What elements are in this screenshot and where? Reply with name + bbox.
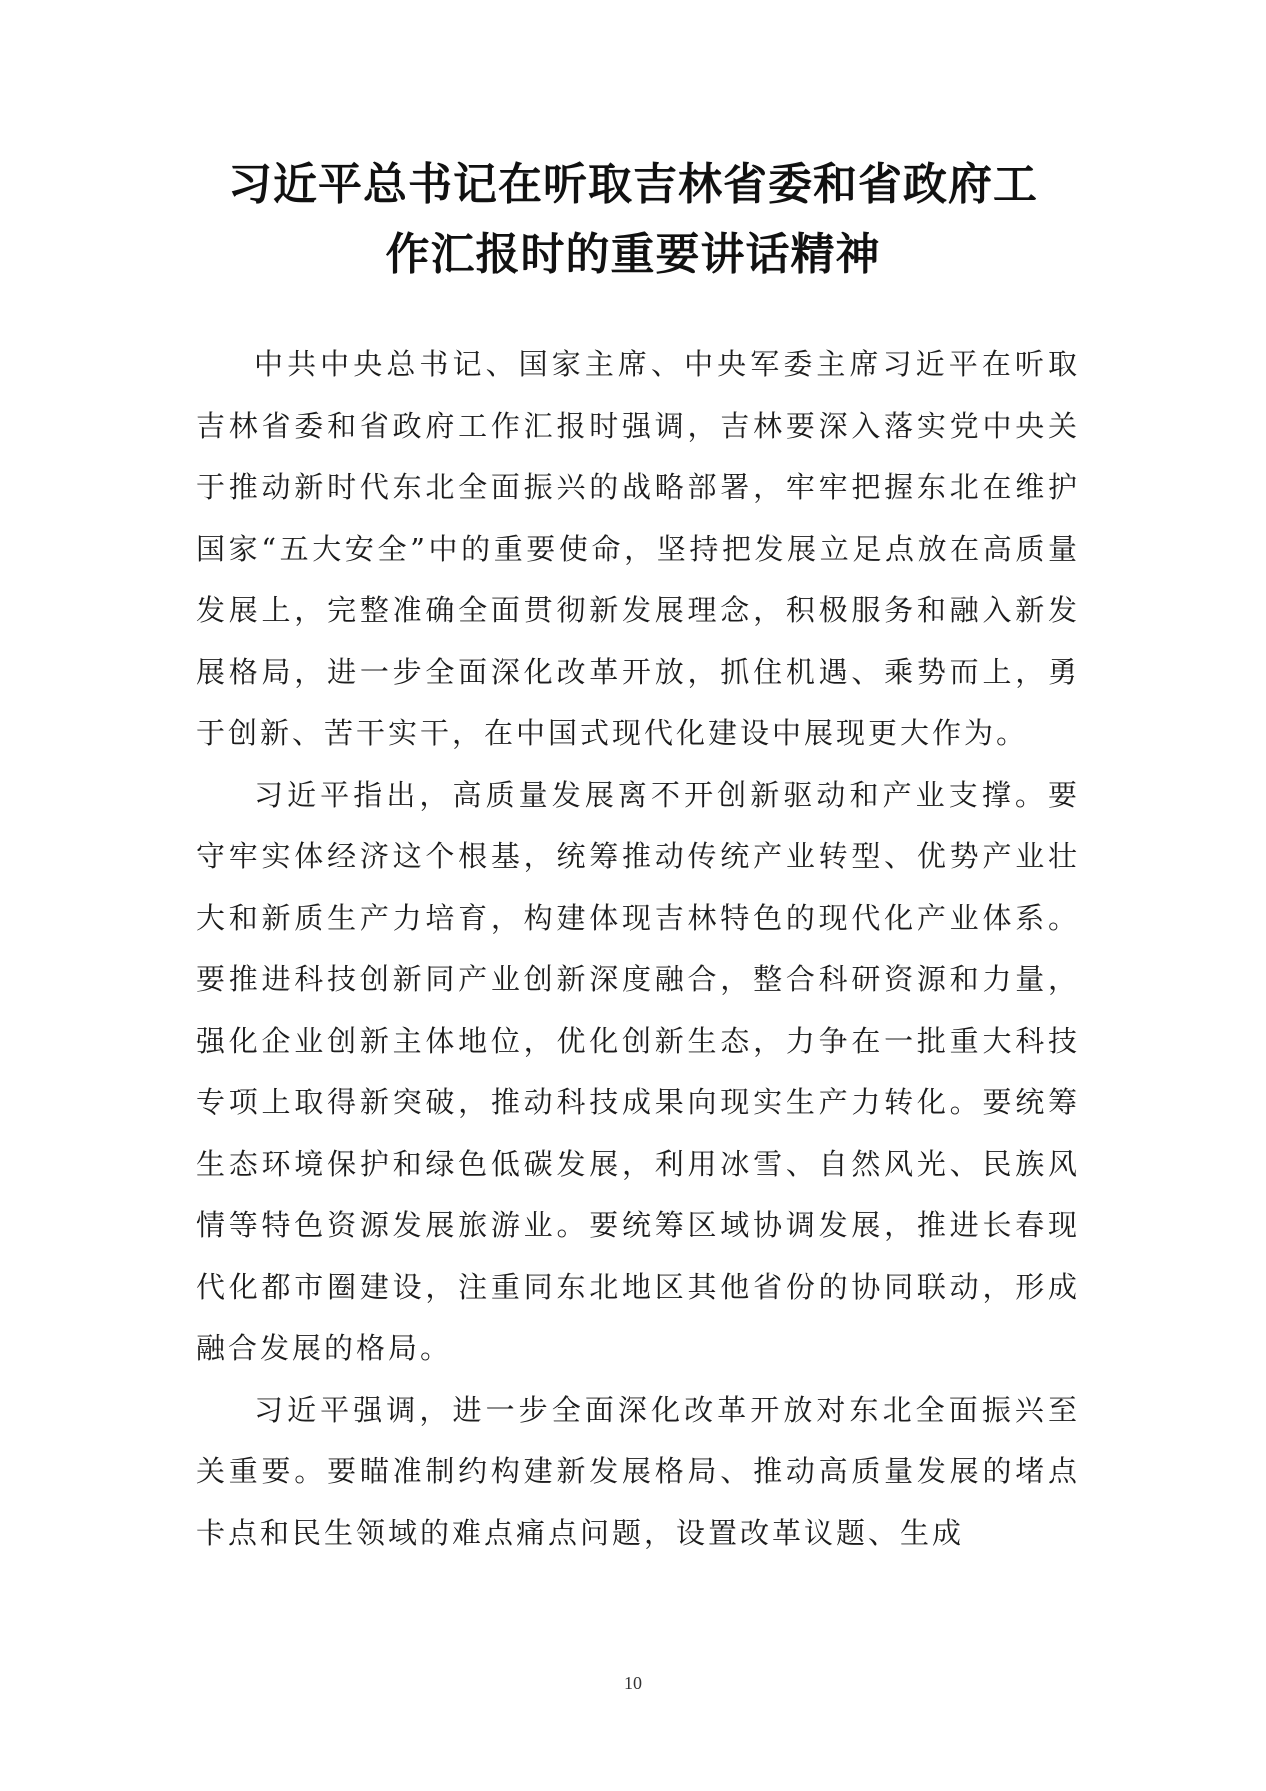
page-number: 10 [624, 1673, 642, 1693]
title-line-2: 作汇报时的重要讲话精神 [385, 229, 881, 280]
paragraph-3: 习近平强调，进一步全面深化改革开放对东北全面振兴至关重要。要瞄准制约构建新发展格局、推动高质量发展的堵点卡点和民生领域的难点痛点问题，设置改革议题、生成 [196, 1392, 1080, 1550]
paragraph-2: 习近平指出，高质量发展离不开创新驱动和产业支撑。要守牢实体经济这个根基，统筹推动传统产业转型、优势产业壮大和新质生产力培育，构建体现吉林特色的现代化产业体系。要推进科技创新同产业创新深度融合，整合科研资源和力量，强化企业创新主体地位，优化创新生态，力争在一批重大科技专项上取得新突破，推动科技成果向现实生产力转化。要统筹生态环境保护和绿色低碳发展，利用冰雪、自然风光、民族风情等特色资源发展旅游业。要统筹区域协调发展，推进长春现代化都市圈建设，注重同东北地区其他省份的协同联动，形成融合发展的格局。 [196, 777, 1080, 1365]
document-title [140, 150, 1126, 290]
document-body [196, 334, 1080, 1564]
title-line-1: 习近平总书记在听取吉林省委和省政府工 [228, 159, 1038, 210]
paragraph-1: 中共中央总书记、国家主席、中央军委主席习近平在听取吉林省委和省政府工作汇报时强调，吉林要深入落实党中央关于推动新时代东北全面振兴的战略部署，牢牢把握东北在维护国家“五大安全”中的重要使命，坚持把发展立足点放在高质量发展上，完整准确全面贯彻新发展理念，积极服务和融入新发展格局，进一步全面深化改革开放，抓住机遇、乘势而上，勇于创新、苦干实干，在中国式现代化建设中展现更大作为。 [196, 347, 1080, 750]
